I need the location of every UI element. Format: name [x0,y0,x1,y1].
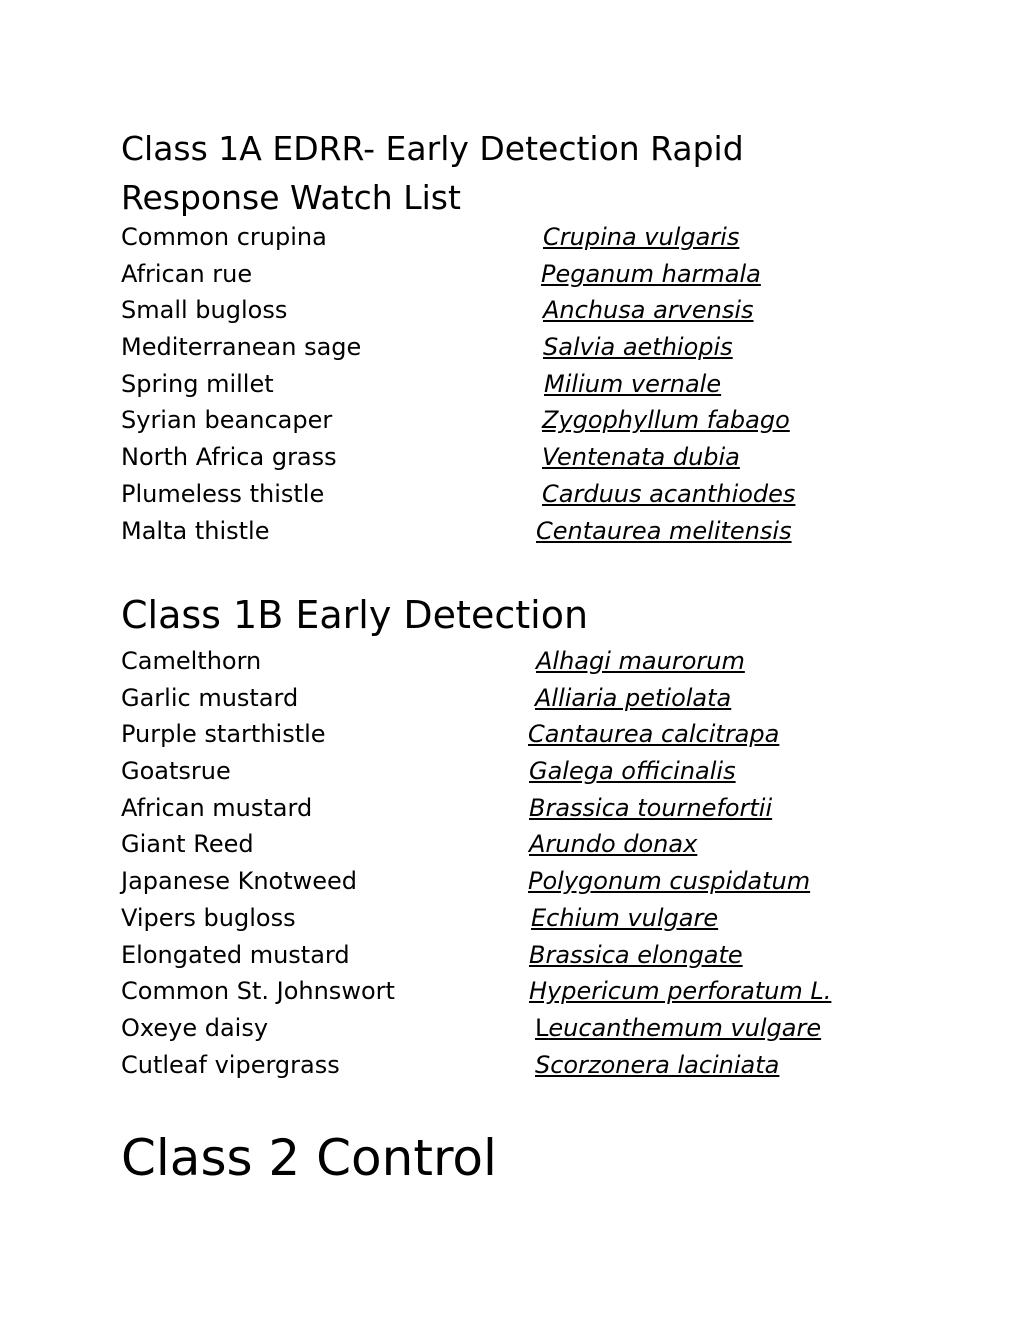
scientific-name: Brassica elongate [529,940,743,969]
scientific-name: Zygophyllum fabago [542,406,790,435]
common-name: Giant Reed [121,830,254,859]
list-item [121,863,921,900]
scientific-prefix: L [535,1013,549,1042]
scientific-name: Peganum harmala [541,259,761,288]
list-item [121,1010,921,1047]
common-name: Cutleaf vipergrass [121,1050,340,1079]
list-item [121,937,921,974]
common-name: Purple starthistle [121,720,326,749]
common-name: Mediterranean sage [121,333,362,362]
common-name: North Africa grass [121,443,337,472]
common-name: Syrian beancaper [121,406,333,435]
list-item [121,256,921,293]
class-1b-heading: Class 1B Early Detection [121,593,589,637]
class-1a-heading: Class 1A EDRR- Early Detection Rapid Response Watch List [121,129,744,217]
common-name: Oxeye daisy [121,1013,269,1042]
scientific-name: Hypericum perforatum L. [529,977,832,1006]
common-name: Vipers bugloss [121,903,296,932]
scientific-name: Carduus acanthiodes [542,479,796,508]
list-item [121,753,921,790]
scientific-name: Ventenata dubia [542,443,740,472]
scientific-name: Arundo donax [529,830,698,859]
scientific-name: Cantaurea calcitrapa [528,720,780,749]
scientific-name [535,1010,821,1047]
list-item [121,219,921,256]
list-item [121,1047,921,1084]
list-item [121,439,921,476]
common-name: Plumeless thistle [121,479,325,508]
class-2-heading: Class 2 Control [121,1129,497,1187]
scientific-rest: eucanthemum vulgare [548,1013,822,1042]
list-item [121,366,921,403]
common-name: Malta thistle [121,516,270,545]
list-item [121,292,921,329]
common-name: Elongated mustard [121,940,350,969]
scientific-name: Anchusa arvensis [543,296,754,325]
list-item [121,900,921,937]
scientific-name: Scorzonera laciniata [535,1050,780,1079]
common-name: Spring millet [121,369,274,398]
scientific-name: Alliaria petiolata [535,683,732,712]
common-name: African rue [121,259,253,288]
common-name: Common St. Johnswort [121,977,395,1006]
class-1a-list [121,219,921,549]
common-name: Common crupina [121,223,327,251]
common-name: Garlic mustard [121,683,299,712]
scientific-name: Crupina vulgaris [543,223,740,251]
list-item [121,973,921,1010]
list-item [121,716,921,753]
common-name: Japanese Knotweed [121,867,358,896]
list-item [121,680,921,717]
list-item [121,826,921,863]
class-1b-list [121,643,921,1083]
scientific-name: Alhagi maurorum [536,647,745,675]
common-name: Camelthorn [121,647,262,675]
common-name: Goatsrue [121,757,231,786]
common-name: Small bugloss [121,296,288,325]
list-item [121,402,921,439]
list-item [121,790,921,827]
scientific-name: Centaurea melitensis [536,516,792,545]
scientific-name: Brassica tournefortii [529,793,773,822]
list-item [121,643,921,680]
scientific-name: Salvia aethiopis [543,333,733,362]
list-item [121,476,921,513]
scientific-name: Echium vulgare [531,903,719,932]
scientific-name: Galega officinalis [529,757,736,786]
common-name: African mustard [121,793,313,822]
list-item [121,329,921,366]
scientific-name: Polygonum cuspidatum [528,867,811,896]
scientific-name: Milium vernale [544,369,722,398]
list-item [121,513,921,550]
